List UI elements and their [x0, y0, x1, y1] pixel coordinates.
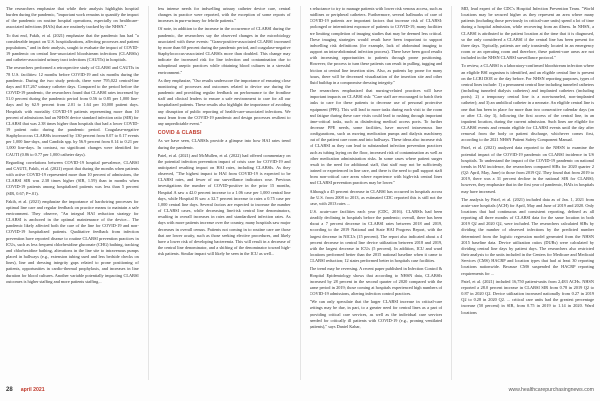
text-column-3: [310, 6, 443, 380]
paragraph: The trend may be reversing. A recent paper published in Infection Control & Hospital Epidemiology shows that according to NHSN data, CLABSIs increased by 28 percent in the second quarter of 2020 compared with the same period in 2019; those coming at hospitals experienced high numbers of COVID-19 admissions, altering infection control practices.: [309, 266, 443, 297]
paragraph: a reluctance to try to manage patients with lower risk venous access, such as midlines or peripheral catheters. Furthermore, several hallmarks of care of COVID-19 patients are important factors that increase risk of CLABSI: prolonged or intermittent exposure of patients to COVID-19, many facilities are limiting completion of imaging studies that may be deemed less critical. These imaging strategies would result have been important to support indwelling risk definitions (for example, lack of abdominal imaging to support an intra-abdominal infection process). There have been good results with increasing opportunities to patients through prone positioning. However, the process to turn these patients can result in pulling, tugging and friction at central line insertion sites. Also, as patients lay prone for many hours, there will be decreased visualization of the insertion site and other fluid buildup in a compromise dressing integrity.": [309, 6, 443, 85]
section-heading: COVID & CLABSI: [157, 129, 202, 136]
paragraph: Although a 45 percent decrease in CLABSI has occurred in hospitals across the U.S. from 2008 to 2013, as estimated CDC reported this is still not the case, with 2013 rates ...: [309, 188, 443, 206]
paragraph: Regarding correlations between COVID-19 hospital prevalence, CLABSI and CAUTI, Fakih, et al. (2021) report that during the months when patients with active COVID-19 represented more than 10 percent of admissions, the CLABSI SIR was 2.38 times higher (SIR, 1.59) than in months when COVID-19 patients among hospitalized patients was less than 5 percent (SIR, 0.67; P=.01).: [6, 159, 139, 196]
paragraph: Patel, et al. (2021) included 16,750 patient-units from 2,483 ACHs. NHSN reported a 28.0 percent increase in CLABSI SIR from 0.78 in 2019 Q2 to 0.87 in 2020 Q2. Device utilization increased nationally from 0.27 in 2019 Q2 to 0.28 in 2020 Q2. ... critical care units had the greatest percentage increase (50 percent) in SIR, from 0.75 in 2019 to 1.14 in 2020. Ward locations: [461, 278, 594, 315]
website-link[interactable]: www.healthcarepurchasingnews.com: [508, 387, 594, 393]
paragraph: To that end, Fakih, et al. (2021) emphasize that the pandemic has had "a considerable impact on U.S. hospitalizations, affecting processes and patient populations," and in their analysis, sought to evaluate the impact of COVID-19 pandemic on central line-associated bloodstream infections (CLABSIs) and catheter-associated urinary tract infections (CAUTIs) in hospitals.: [6, 32, 139, 63]
paragraph: Fakih, et al. (2021) emphasize the importance of hardwiring processes for optimal line care and regular feedback on practice means to maintain a safe environment. They observe, "An integral HAI reduction strategy for CLABSI is anchored in the optimal maintenance of the device... The pandemic likely affected both the care of the line for COVID-19 and non-COVID-19 hospitalized patients. Qualitative feedback from infection prevention have reported disease to routine CLABSI prevention practices in ICUs, such as less frequent chlorhexidine gluconate (CHG) bathing, tracking and chlorhexidine bathing, alterations in the line site to intravenous pumps placed in hallways (e.g., extension tubing used and less bedside checks on lines), line and dressing integrity gaps related to prone positioning of patients, opportunities in cardio-thermal prophylaxis, and increases in line duration for blood cultures. Another variable potentially impacting CLABSI outcomes is higher staffing and more patients staffing...: [6, 198, 139, 284]
paragraph: As we have seen, CLABSIs provide a glimpse into how HAI rates trend during the pandemic.: [157, 138, 291, 150]
text-column-1: [6, 6, 139, 380]
paragraph: Of note, in addition to the increase in the occurrence of CLABSI during the pandemic, the researchers say the observed changes in the microbiology associated with these events: "Gram-positive-associated CLABSI increased by more than 60 percent during the pandemic period, and coagulase-negative Staphylococcus-associated CLABSIs more than doubled. This change may indicate the increased risk for line infection and contamination due to suboptimal aseptic practices while obtaining blood cultures in a stressful environment.": [157, 26, 291, 75]
paragraph: As they emphasize, "Our results underscore the importance of ensuring close monitoring of processes and outcomes related to device use during the pandemic and providing regular feedback on performance to the frontline staff and clinical leaders to ensure a safe environment to care for all our hospitalized patients. These results also highlight the importance of avoiding any disruption of public reporting of health-care-associated infections. We must learn from the COVID-19 pandemic and design processes resilient to any unpredictable event.": [157, 77, 291, 126]
text-column-2: [158, 6, 291, 380]
paragraph: The analysis by Patel, et al. (2021) included data as of Jan. 1, 2021 from acute-care hospitals (ACH) for April, May and June of 2019 and 2020. Only locations that had continuous and consistent reporting, defined as all reporting all three months of CLABSI data for the same location in both 2019 Q2 and 2020 Q2, were included. The researchers calculated SIRs by dividing the number of observed infections by the predicted number determined from the logistic regression model generated from the NHSN 2015 baseline data. Device utilization ratios (DURs) were calculated by dividing central line days by patient days. The researchers also restricted their analysis to the units included in the Centers for Medicare and Medicaid Services (CMS) HACRP and location types that had at least 30 reporting locations nationwide. Because CMS suspended the HACRP reporting requirements for ...: [461, 196, 594, 276]
footer-right: [509, 387, 594, 393]
paragraph: Patel, et al. (2021) and McMullen, et al. (2022) had offered commentary on the potential infection prevention impact of crisis care for COVID-19 and anticipated resulting impact on HAI rates, including CLABSIs. As they observed, "The highest impact to HAI from COVID-19 is expected to be CLABSI rates, and fewer of our surveillance indicators rose. Previous investigations the number of COVID-positive in the prior 15 months, Hospital A saw a 42.0 percent increase to a 1.06 case per 1,000 central line days, while Hospital B saw a 32.7 percent increase to rates a 0.75 case per 1,000 central line days. Several factors are expected to increase the number of CLABSI cases, while decreasing line/risk central line denominators, resulting in overall increases in rates and standardized infection rates. As days with more patients increase over the country, many hospitals saw major decreases in overall census. Patients not coming in to routine care are those that are lower acuity, such as those seeking elective procedures, and likely have a lower risk of developing bacteremia. This will result in a decrease of the central line denominator, and a shifting of the denominator toward high-risk patients. Similar impact will likely be seen in the ICU as well...: [157, 152, 291, 257]
article-body: [6, 6, 594, 380]
footer-left: [6, 387, 45, 393]
paragraph: "We can only speculate that the larger CLABSI increase in critical-care settings may be due, in part, to a greater need for central lines as a part of providing critical care services, as well as the individual care services needed for critically ill patients with COVID-19 (e.g., proning ventilated patients)," says Daniel Kahar,: [309, 299, 443, 329]
page-number: 28: [6, 387, 13, 393]
column-divider: [300, 6, 301, 380]
paragraph: The researchers performed a retrospective study of CLABSI and CAUTIs in 78 U.S. facilities: 12 months before COVID-19 and six months during the pandemic. During the two study periods, there were 795,022 central-line days and 817,267 urinary catheter days. Compared to the period before the COVID-19 pandemic, the researchers found that CLABSI rates increased by 51.0 percent during the pandemic period from 0.56 to 0.85 per 1,000 line-days and by 62.9 percent from 2.01 to 1.64 per 10,000 patient days. Hospitals with mortality COVID-19 patients representing more than 10 percent of admissions had an NHSN device standard infection ratio (SIR) for CLABSI that was 2.38 times higher than hospitals that had a lower COVID-19 patient ratio during the pandemic period. Coagulase-negative Staphylococcus CLABSIs increased by 130 percent from 0.07 to 0.17 events per 1,000 line-days, and Candida spp. by 56.9 percent from 0.14 to 0.21 per 1,000 line-days. In contrast, no significant changes were identified for CAUTI (0.86 to 0.77 per 1,000 catheter days).: [6, 65, 139, 157]
text-column-4: [461, 6, 594, 380]
paragraph: The researchers emphasized that nursing-related practices will have important impacts on CLABSI risk: "Care staff are encouraged to batch their tasks to care for these patients to decrease use of personal protective equipment (PPE). This will lead to more tasks during each visit to the room and fatigue during these care visits could lead to rushing through important time-critical tasks, such as disinfecting medical access ports. To further decrease PPE needs, some facilities, have moved intravenous line configurations, such as moving medication pumps and dialysis machinery out of the patient care room and into hallways. These ideas also increase risk of CLABSI as they can lead to substandard infection prevention practices such as tubing laying on the floor, increased risk of contamination as well as other medication administration risks. In some cases where patient surges result in the need for additional staff, that staff may not be sufficiently trained or experienced in line care, and there is the need to pull support staff from non-critical care areas where experience with high-risk central lines and CLABSI prevention practices may be lower.": [309, 88, 443, 186]
paragraph: To review, a CLABSI is a laboratory-confirmed bloodstream infection where an eligible BSI organism is identified, and an eligible central line is present on the LCBI DOE or the day before. For NHSN reporting purposes, types of central lines include: 1) a permanent central line including tunneled catheters (including tunneled dialysis catheters) and implanted catheters (including ports); 2) a temporary central line is a non-tunneled, non-implanted catheter); and 3) an umbilical catheter in a neonate. An eligible central line is one that has been in place for more than two consecutive calendar days (on or after CL day 3), following the first access of the central line, in an inpatient location, during the current admission. Such lines are eligible for CLABSI events and remain eligible for CLABSI events until the day after removal from the body or patient discharge, whichever comes first, according to the 2021 NHSN Patient Safety Component Manual.: [461, 63, 594, 143]
paragraph: The researchers emphasize that while their analysis highlights hospital burden during the pandemic, "important work remains to quantify the impact of the pandemic on routine hospital operations, especially on healthcare-associated infections (HAIs) that are routinely tracked by the NHSN.": [6, 6, 139, 30]
paragraph: MD, lead expert of the CDC's Hospital Infection Prevention Team. "World locations may be secured higher as they represent an area where many patients (including those previously in critical-care units) spend a lot of time during a hospital admission, while recovering from an illness. In NHSN, a CLABSI is attributed to the patient location at the time that it is diagnosed, so the only considered a CLABSI if the central line has been present for three days. Typically, patients are only transiently located in an emergency room or an operating room and therefore, these patient-care areas are not included in the NHSN CLABSI surveillance protocol.": [461, 6, 594, 61]
column-divider: [148, 6, 149, 380]
paragraph: Patel, et al. (2021) analyzed data reported to the NHSN to examine the potential impact of the COVID-19 pandemic on CLABSI incidence in US hospitals. To understand the impact of the COVID-19 pandemic on national trends in HAI incidence, the researchers compared SIRs for 2020 quarter 2 (Q2: April, May, June) to those from 2019 Q2. They found that from 2019 to 2019, there was a 31 percent decline in the national SIR for CLABSI; however, they emphasize that in the first year of pandemic, HAIs in hospitals may have increased.: [461, 145, 594, 194]
paragraph: U.S. acute-care facilities each year (CDC, 2016). CLABSIs had been steadily declining in hospitals before the pandemic; overall, there has been about a 7 percent decrease in CLABSI rates between 2018 and 2019, according to the 2019 National and State HAI Progress Report, with the largest decrease in NICUs (15 percent). The report also indicated about a 4 percent decrease in central line device utilization between 2018 and 2019, with the largest decrease in ICUs (5 percent). In addition, ICU and ward locations performed better than the 2015 national baseline when it came to CLABSI reduction; 12 states performed better in hospitals case facilities.: [309, 209, 443, 264]
page-footer: [6, 384, 594, 396]
paragraph: less intense needs for indwelling urinary catheter device care, central changes in practice were reported, with the exception of some reports of increases in pure-urinary for febrile patients.": [157, 6, 291, 24]
column-divider: [451, 6, 452, 380]
issue-date: april 2021: [20, 387, 45, 393]
